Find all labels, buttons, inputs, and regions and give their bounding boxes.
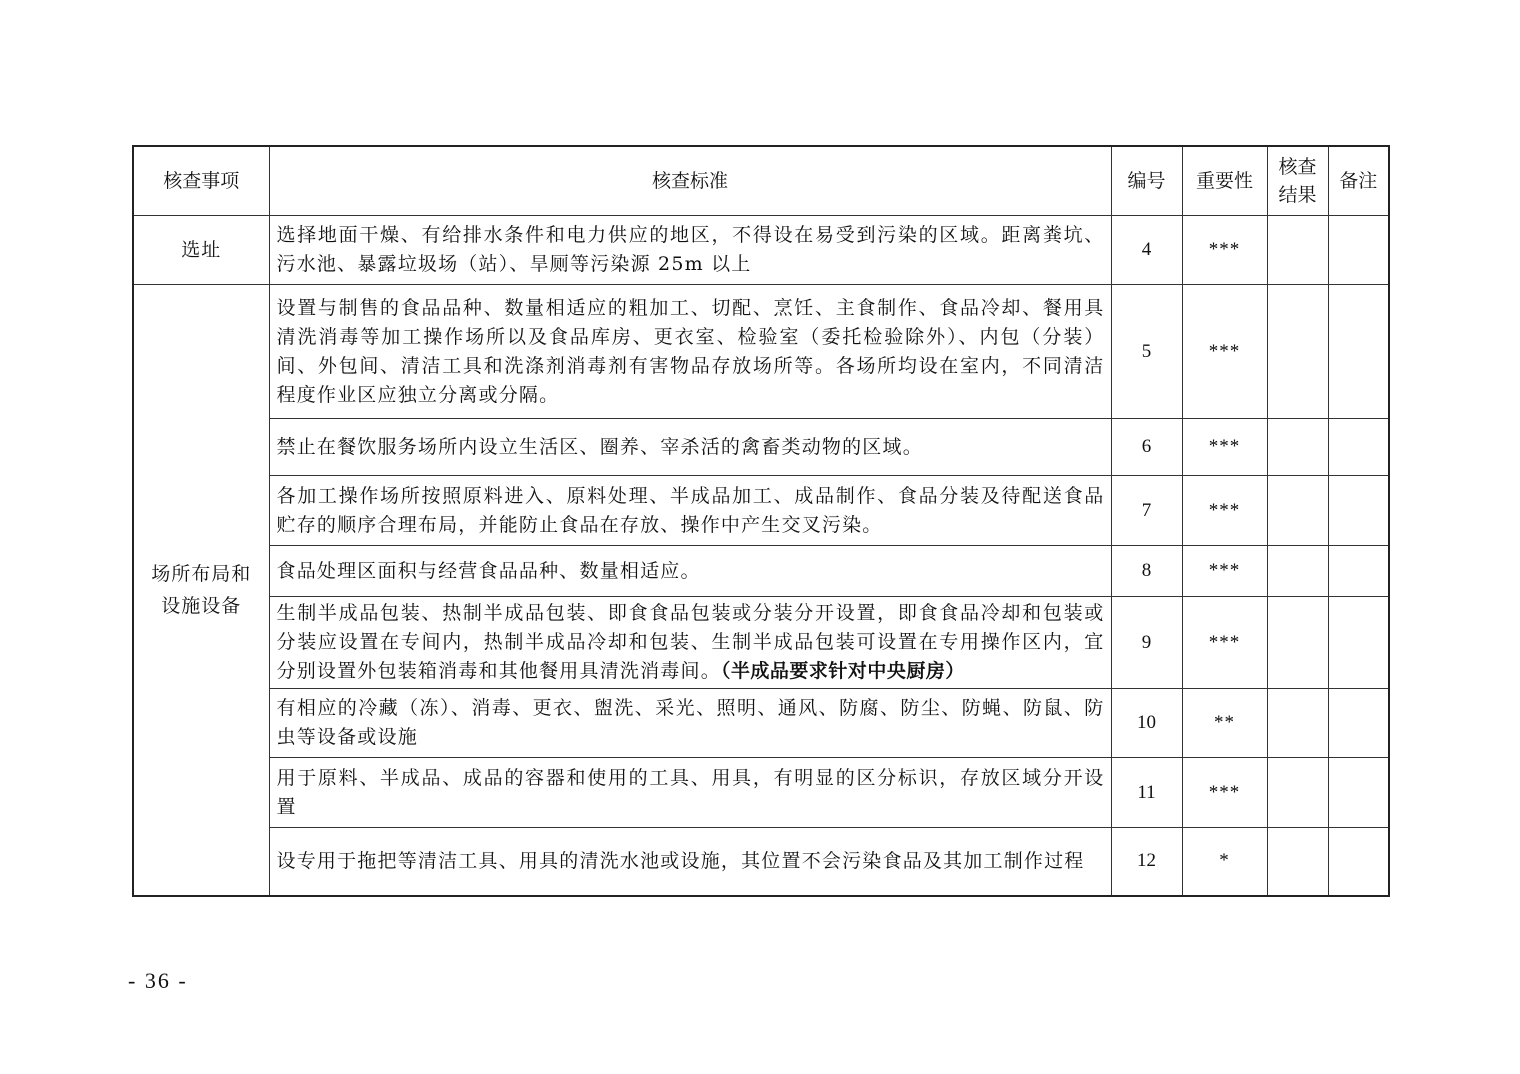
header-number: 编号: [1111, 146, 1182, 216]
header-standard: 核查标准: [269, 146, 1111, 216]
importance-stars: ***: [1182, 216, 1267, 285]
importance-stars: ***: [1182, 546, 1267, 597]
result-cell: [1267, 689, 1328, 758]
standard-text-main: 生制半成品包装、热制半成品包装、即食食品包装或分装分开设置，即食食品冷却和包装或分装应设置在专间内，热制半成品冷却和包装、生制半成品包装可设置在专用操作区内，宜分别设置外包装箱消毒和其他餐用具清洗消毒间。: [276, 602, 1105, 682]
table-row: [133, 597, 1389, 689]
importance-stars: ***: [1182, 758, 1267, 828]
result-cell: [1267, 476, 1328, 546]
row-number: 4: [1111, 216, 1182, 285]
item-site-selection: 选址: [133, 216, 269, 285]
row-number: 6: [1111, 419, 1182, 476]
central-kitchen-note: （半成品要求针对中央厨房）: [720, 660, 965, 682]
table-row: [133, 546, 1389, 597]
table-row: [133, 828, 1389, 896]
row-number: 10: [1111, 689, 1182, 758]
result-cell: [1267, 419, 1328, 476]
row-number: 11: [1111, 758, 1182, 828]
standard-text: 设置与制售的食品品种、数量相适应的粗加工、切配、烹饪、主食制作、食品冷却、餐用具清洗消毒等加工操作场所以及食品库房、更衣室、检验室（委托检验除外）、内包（分装）间、外包间、清洁工具和洗涤剂消毒剂有害物品存放场所等。各场所均设在室内，不同清洁程度作业区应独立分离或分隔。: [269, 285, 1111, 419]
header-result: 核查结果: [1267, 146, 1328, 216]
importance-stars: ***: [1182, 419, 1267, 476]
table-row: [133, 285, 1389, 419]
remark-cell: [1328, 597, 1389, 689]
result-cell: [1267, 546, 1328, 597]
row-number: 9: [1111, 597, 1182, 689]
row-number: 12: [1111, 828, 1182, 896]
remark-cell: [1328, 216, 1389, 285]
remark-cell: [1328, 546, 1389, 597]
remark-cell: [1328, 476, 1389, 546]
item-layout-facilities: 场所布局和设施设备: [133, 285, 269, 896]
page-number: - 36 -: [128, 968, 188, 993]
importance-stars: **: [1182, 689, 1267, 758]
header-item: 核查事项: [133, 146, 269, 216]
standard-text: 用于原料、半成品、成品的容器和使用的工具、用具，有明显的区分标识，存放区域分开设置: [269, 758, 1111, 828]
row-number: 5: [1111, 285, 1182, 419]
importance-stars: *: [1182, 828, 1267, 896]
row-number: 7: [1111, 476, 1182, 546]
result-cell: [1267, 758, 1328, 828]
row-number: 8: [1111, 546, 1182, 597]
header-importance: 重要性: [1182, 146, 1267, 216]
result-cell: [1267, 216, 1328, 285]
importance-stars: ***: [1182, 597, 1267, 689]
standard-text: 各加工操作场所按照原料进入、原料处理、半成品加工、成品制作、食品分装及待配送食品贮存的顺序合理布局，并能防止食品在存放、操作中产生交叉污染。: [269, 476, 1111, 546]
standard-text: [269, 597, 1111, 689]
remark-cell: [1328, 758, 1389, 828]
standard-text: 有相应的冷藏（冻）、消毒、更衣、盥洗、采光、照明、通风、防腐、防尘、防蝇、防鼠、防虫等设备或设施: [269, 689, 1111, 758]
standard-text: 食品处理区面积与经营食品品种、数量相适应。: [269, 546, 1111, 597]
remark-cell: [1328, 828, 1389, 896]
inspection-table: [132, 145, 1390, 897]
remark-cell: [1328, 285, 1389, 419]
importance-stars: ***: [1182, 285, 1267, 419]
importance-stars: ***: [1182, 476, 1267, 546]
table-row: [133, 216, 1389, 285]
remark-cell: [1328, 689, 1389, 758]
standard-text: 设专用于拖把等清洁工具、用具的清洗水池或设施，其位置不会污染食品及其加工制作过程: [269, 828, 1111, 896]
header-remark: 备注: [1328, 146, 1389, 216]
table-row: [133, 689, 1389, 758]
result-cell: [1267, 285, 1328, 419]
standard-text: 选择地面干燥、有给排水条件和电力供应的地区，不得设在易受到污染的区域。距离粪坑、污水池、暴露垃圾场（站）、旱厕等污染源 25m 以上: [269, 216, 1111, 285]
table-row: [133, 419, 1389, 476]
table-row: [133, 476, 1389, 546]
header-row: [133, 146, 1389, 216]
result-cell: [1267, 597, 1328, 689]
result-cell: [1267, 828, 1328, 896]
table-row: [133, 758, 1389, 828]
remark-cell: [1328, 419, 1389, 476]
standard-text: 禁止在餐饮服务场所内设立生活区、圈养、宰杀活的禽畜类动物的区域。: [269, 419, 1111, 476]
